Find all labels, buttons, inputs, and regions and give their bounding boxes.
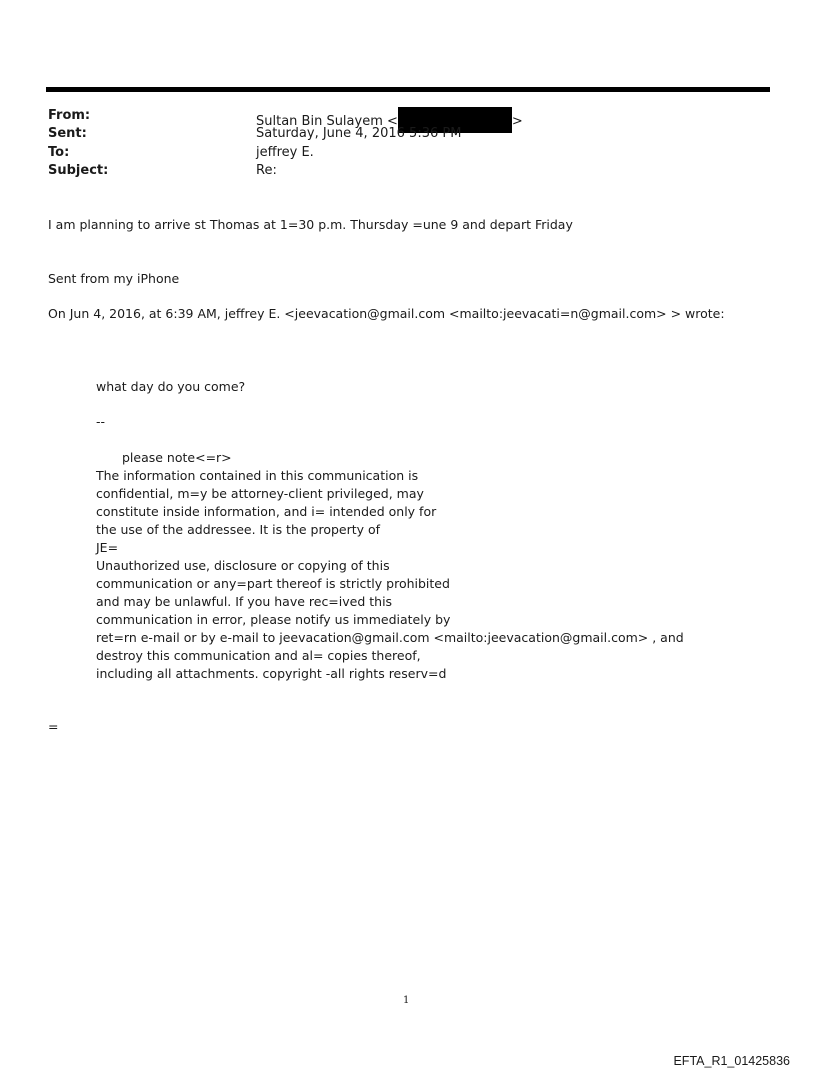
from-label: From: (48, 108, 91, 123)
disclaimer-line: including all attachments. copyright -all rights reserv=d (96, 666, 447, 681)
document-id: EFTA_R1_01425836 (673, 1054, 790, 1068)
quote-header: On Jun 4, 2016, at 6:39 AM, jeffrey E. <jeevacation@gmail.com <mailto:jeevacati=n@gmail.com> > wrote: (48, 306, 725, 321)
disclaimer-line: ret=rn e-mail or by e-mail to jeevacation@gmail.com <mailto:jeevacation@gmail.com> , and (96, 630, 684, 645)
header-divider (46, 87, 770, 92)
disclaimer-line: and may be unlawful. If you have rec=ived this (96, 594, 393, 609)
disclaimer-line: destroy this communication and al= copies thereof, (96, 648, 421, 663)
disclaimer-line: Unauthorized use, disclosure or copying of this (96, 558, 390, 573)
from-name: Sultan Bin Sulayem < (256, 114, 398, 129)
quoted-question: what day do you come? (96, 379, 246, 394)
disclaimer-line: JE= (96, 540, 119, 555)
to-value: jeffrey E. (256, 145, 314, 160)
subject-label: Subject: (48, 163, 109, 178)
note-title: please note<=r> (122, 450, 232, 465)
trailing-equals: = (48, 719, 59, 734)
subject-value: Re: (256, 163, 277, 178)
disclaimer-line: communication or any=part thereof is strictly prohibited (96, 576, 450, 591)
quote-dash: -- (96, 414, 106, 429)
page-number: 1 (403, 995, 410, 1006)
signature: Sent from my iPhone (48, 271, 180, 286)
disclaimer-line: The information contained in this communication is (96, 468, 419, 483)
sent-value: Saturday, June 4, 2016 5:36 PM (256, 126, 462, 141)
message-text: I am planning to arrive st Thomas at 1=30 p.m. Thursday =une 9 and depart Friday (48, 217, 573, 232)
to-label: To: (48, 145, 70, 160)
sent-label: Sent: (48, 126, 87, 141)
disclaimer-line: communication in error, please notify us immediately by (96, 612, 451, 627)
disclaimer-line: the use of the addressee. It is the property of (96, 522, 381, 537)
from-close: > (511, 114, 523, 129)
disclaimer-line: confidential, m=y be attorney-client privileged, may (96, 486, 424, 501)
disclaimer-line: constitute inside information, and i= intended only for (96, 504, 437, 519)
